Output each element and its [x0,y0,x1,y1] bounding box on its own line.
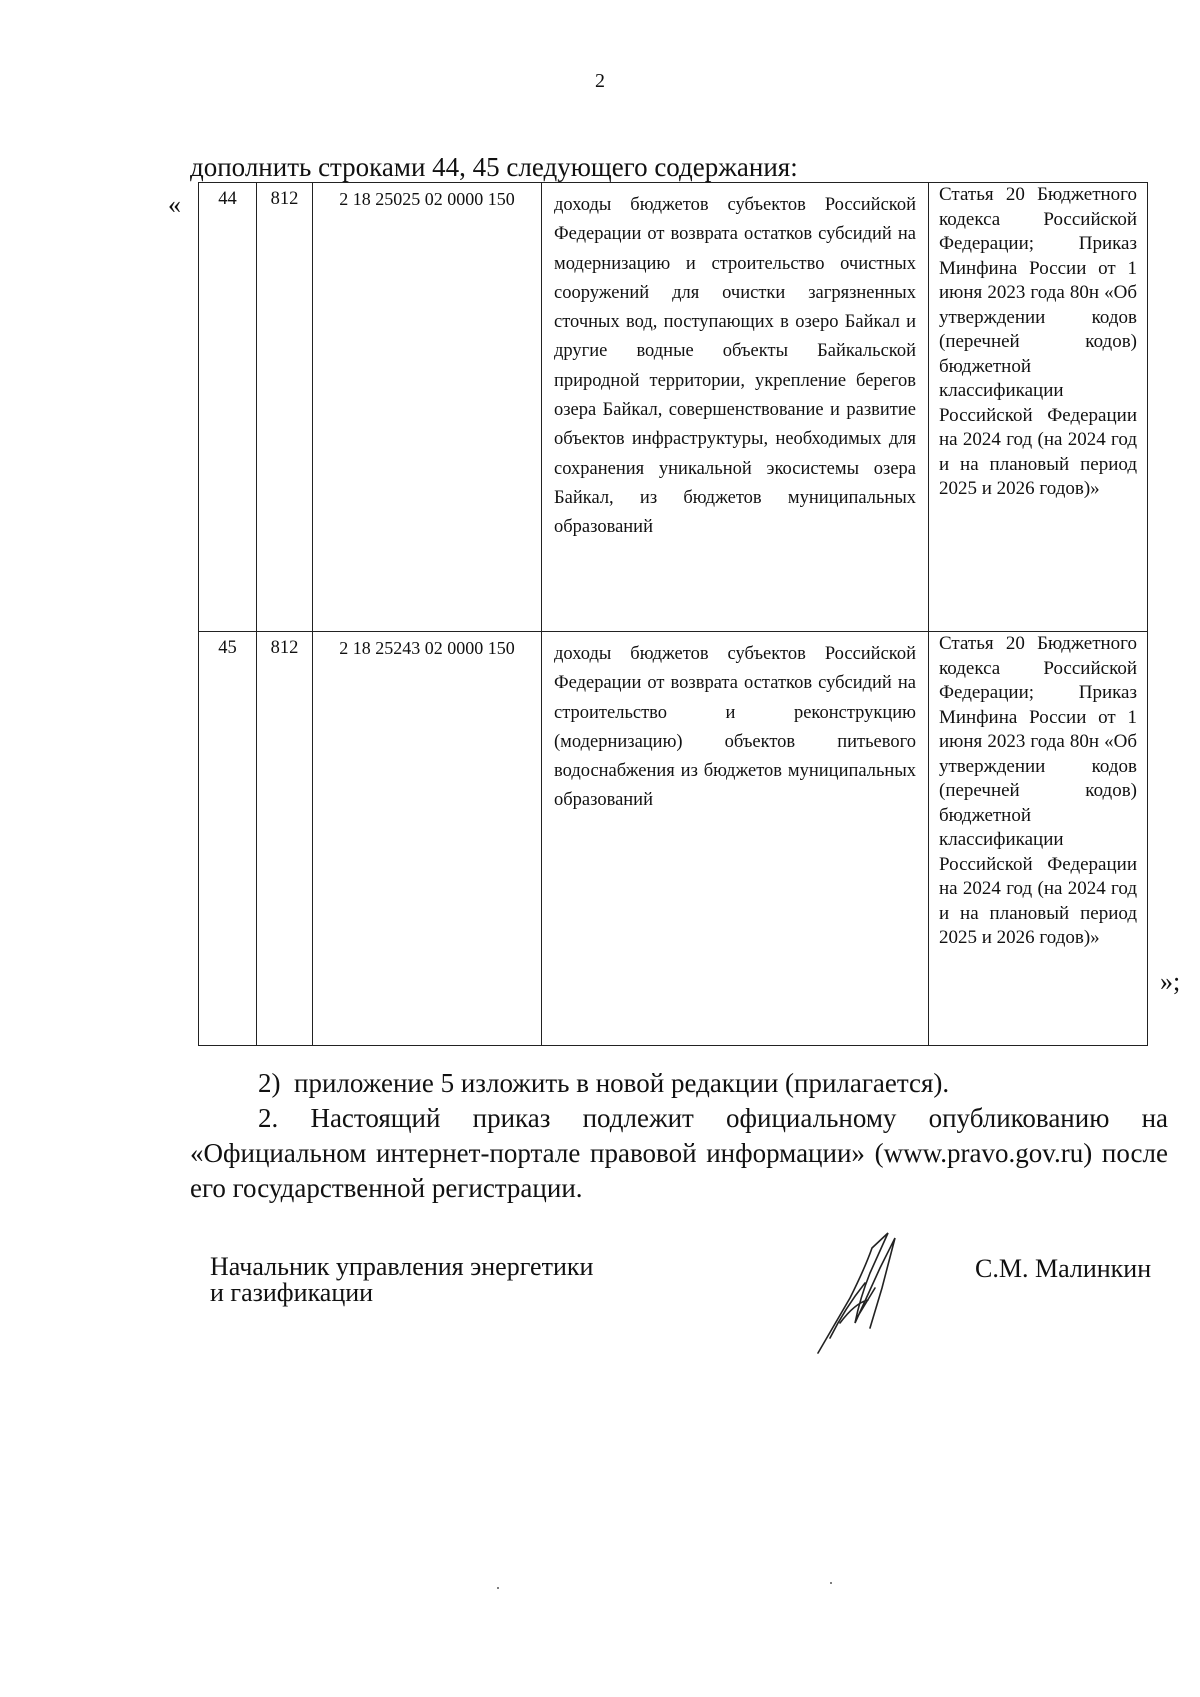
budget-code: 2 18 25243 02 0000 150 [313,632,542,1046]
intro-text: дополнить строками 44, 45 следующего содержания: [190,152,798,182]
revenue-description: доходы бюджетов субъектов Российской Федерации от возврата остатков субсидий на строительство и реконструкцию (модернизацию) объектов питьевого водоснабжения из бюджетов муниципальных образований [542,632,929,1046]
admin-code: 812 [257,632,313,1046]
handwritten-signature [810,1228,920,1358]
signatory-title-line2: и газификации [210,1278,374,1307]
legal-basis: Статья 20 Бюджетного кодекса Российской Федерации; Приказ Минфина России от 1 июня 2023 года 80н «Об утверждении кодов (перечней кодов) бюджетной классификации Российской Федерации на 2024 год (на 2024 год и на плановый период 2025 и 2026 годов)» [929,183,1148,632]
page-number: 2 [595,70,605,92]
legal-basis: Статья 20 Бюджетного кодекса Российской Федерации; Приказ Минфина России от 1 июня 2023 года 80н «Об утверждении кодов (перечней кодов) бюджетной классификации Российской Федерации на 2024 год (на 2024 год и на плановый период 2025 и 2026 годов)» [929,632,1148,1046]
revenue-description: доходы бюджетов субъектов Российской Федерации от возврата остатков субсидий на модернизацию и строительство очистных сооружений для очистки загрязненных сточных вод, поступающих в озеро Байкал и другие водные объекты Байкальской природной территории, укрепление берегов озера Байкал, совершенствование и развитие объектов инфраструктуры, необходимых для сохранения уникальной экосистемы озера Байкал, из бюджетов муниципальных образований [542,183,929,632]
row-number: 44 [199,183,257,632]
scan-speck [497,1587,499,1589]
paragraph-publication: 2. Настоящий приказ подлежит официальному опубликованию на «Официальном интернет-портале правовой информации» (www.pravo.gov.ru) после его государственной регистрации. [190,1103,1168,1203]
table-row [199,183,1148,632]
signatory-name: С.М. Малинкин [975,1254,1152,1283]
paragraph-appendix: 2) приложение 5 изложить в новой редакции (прилагается). [258,1068,950,1098]
signatory-title-line1: Начальник управления энергетики [210,1252,594,1281]
opening-quote: « [168,190,181,219]
scan-speck [830,1582,832,1584]
table-row [199,632,1148,1046]
budget-code: 2 18 25025 02 0000 150 [313,183,542,632]
admin-code: 812 [257,183,313,632]
amendment-table [198,182,1148,1046]
signatory-title [210,1254,593,1306]
row-number: 45 [199,632,257,1046]
closing-quote: »; [1160,967,1181,996]
